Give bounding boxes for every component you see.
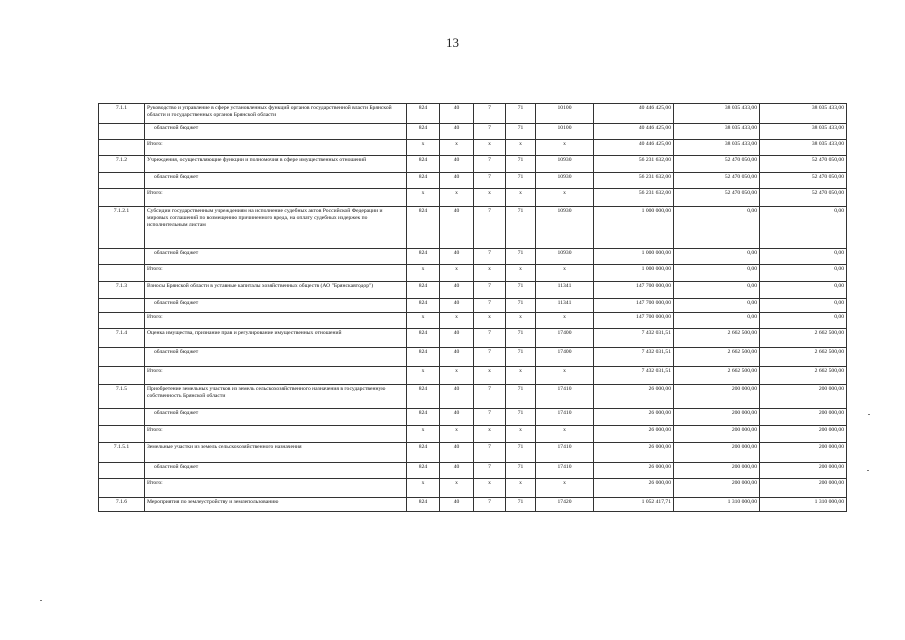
amount-year2-cell: 200 000,00 (674, 463, 760, 479)
subprogram-code-cell: x (474, 189, 506, 207)
subprogram-code-cell: x (474, 479, 506, 498)
amount-year1-cell: 7 432 031,51 (594, 329, 674, 348)
subprogram-code-cell: 7 (474, 104, 506, 124)
subprogram-code-cell: 7 (474, 207, 506, 249)
direction-code-cell: 17400 (536, 329, 594, 348)
subprogram-code-cell: 7 (474, 443, 506, 463)
budget-table (98, 103, 847, 512)
amount-year1-cell: 26 000,00 (594, 409, 674, 426)
direction-code-cell: 10930 (536, 156, 594, 173)
row-code-cell (99, 299, 145, 313)
main-activity-cell: 71 (506, 207, 536, 249)
direction-code-cell: 11341 (536, 282, 594, 299)
subprogram-code-cell: x (474, 140, 506, 156)
program-code-cell: 40 (440, 282, 474, 299)
row-name-cell: областной бюджет (145, 124, 407, 140)
admin-code-cell: x (407, 140, 440, 156)
main-activity-cell: 71 (506, 156, 536, 173)
program-code-cell: 40 (440, 299, 474, 313)
amount-year3-cell: 200 000,00 (760, 443, 847, 463)
row-code-cell (99, 140, 145, 156)
program-code-cell: 40 (440, 498, 474, 512)
table-row (99, 140, 847, 156)
amount-year2-cell: 0,00 (674, 313, 760, 329)
row-name-cell: Приобретение земельных участков из земель сельскохозяйственного назначения в государственную собственность Брянской области (145, 385, 407, 409)
direction-code-cell: x (536, 479, 594, 498)
amount-year3-cell: 1 310 000,00 (760, 498, 847, 512)
program-code-cell: 40 (440, 385, 474, 409)
row-name-cell: областной бюджет (145, 173, 407, 189)
row-name-cell: областной бюджет (145, 463, 407, 479)
main-activity-cell: x (506, 313, 536, 329)
row-code-cell (99, 173, 145, 189)
row-name-cell: Учреждения, осуществляющие функции и полномочия в сфере имущественных отношений (145, 156, 407, 173)
amount-year2-cell: 1 310 000,00 (674, 498, 760, 512)
amount-year1-cell: 56 231 632,00 (594, 189, 674, 207)
admin-code-cell: x (407, 313, 440, 329)
amount-year1-cell: 26 000,00 (594, 426, 674, 443)
row-code-cell (99, 348, 145, 367)
amount-year1-cell: 7 432 031,51 (594, 348, 674, 367)
row-code-cell (99, 265, 145, 282)
amount-year1-cell: 1 000 000,00 (594, 207, 674, 249)
main-activity-cell: x (506, 479, 536, 498)
amount-year3-cell: 2 662 500,00 (760, 367, 847, 385)
row-code-cell: 7.1.2.1 (99, 207, 145, 249)
row-name-cell: Итого: (145, 426, 407, 443)
amount-year3-cell: 0,00 (760, 282, 847, 299)
scan-speck (868, 414, 870, 415)
amount-year2-cell: 200 000,00 (674, 443, 760, 463)
admin-code-cell: 824 (407, 282, 440, 299)
subprogram-code-cell: 7 (474, 348, 506, 367)
amount-year2-cell: 38 035 433,00 (674, 104, 760, 124)
direction-code-cell: 10100 (536, 104, 594, 124)
amount-year1-cell: 147 700 000,00 (594, 299, 674, 313)
direction-code-cell: 10100 (536, 124, 594, 140)
amount-year1-cell: 1 000 000,00 (594, 265, 674, 282)
direction-code-cell: 17410 (536, 463, 594, 479)
program-code-cell: x (440, 426, 474, 443)
page-number: 13 (446, 35, 459, 50)
admin-code-cell: 824 (407, 348, 440, 367)
amount-year3-cell: 200 000,00 (760, 463, 847, 479)
direction-code-cell: x (536, 313, 594, 329)
row-name-cell: областной бюджет (145, 409, 407, 426)
admin-code-cell: x (407, 265, 440, 282)
table-row (99, 207, 847, 249)
amount-year3-cell: 0,00 (760, 313, 847, 329)
admin-code-cell: 824 (407, 156, 440, 173)
table-row (99, 498, 847, 512)
program-code-cell: x (440, 140, 474, 156)
admin-code-cell: 824 (407, 443, 440, 463)
amount-year1-cell: 26 000,00 (594, 443, 674, 463)
program-code-cell: 40 (440, 463, 474, 479)
main-activity-cell: x (506, 265, 536, 282)
main-activity-cell: 71 (506, 299, 536, 313)
table-row (99, 348, 847, 367)
table-row (99, 329, 847, 348)
amount-year3-cell: 38 035 433,00 (760, 124, 847, 140)
amount-year3-cell: 52 470 050,00 (760, 189, 847, 207)
admin-code-cell: x (407, 426, 440, 443)
row-code-cell (99, 313, 145, 329)
amount-year1-cell: 40 446 425,00 (594, 140, 674, 156)
program-code-cell: x (440, 265, 474, 282)
amount-year2-cell: 200 000,00 (674, 479, 760, 498)
row-code-cell (99, 463, 145, 479)
direction-code-cell: 10930 (536, 173, 594, 189)
row-code-cell (99, 249, 145, 265)
row-code-cell: 7.1.6 (99, 498, 145, 512)
amount-year1-cell: 147 700 000,00 (594, 282, 674, 299)
table-row (99, 156, 847, 173)
amount-year2-cell: 2 662 500,00 (674, 348, 760, 367)
table-row (99, 282, 847, 299)
table-row (99, 409, 847, 426)
subprogram-code-cell: 7 (474, 249, 506, 265)
amount-year1-cell: 56 231 632,00 (594, 173, 674, 189)
subprogram-code-cell: x (474, 313, 506, 329)
table-row (99, 367, 847, 385)
main-activity-cell: 71 (506, 249, 536, 265)
table-row (99, 124, 847, 140)
row-name-cell: Взносы Брянской области в уставные капиталы хозяйственных обществ (АО "Брянскавтодор") (145, 282, 407, 299)
amount-year1-cell: 1 052 417,71 (594, 498, 674, 512)
row-code-cell (99, 409, 145, 426)
main-activity-cell: 71 (506, 104, 536, 124)
row-code-cell: 7.1.2 (99, 156, 145, 173)
amount-year1-cell: 7 432 031,51 (594, 367, 674, 385)
amount-year2-cell: 2 662 500,00 (674, 329, 760, 348)
subprogram-code-cell: 7 (474, 299, 506, 313)
amount-year1-cell: 40 446 425,00 (594, 124, 674, 140)
amount-year3-cell: 200 000,00 (760, 409, 847, 426)
row-code-cell (99, 426, 145, 443)
amount-year3-cell: 200 000,00 (760, 426, 847, 443)
subprogram-code-cell: 7 (474, 329, 506, 348)
row-name-cell: Руководство и управление в сфере установленных функций органов государственной власти Брянской области и государственных органов Брянской области (145, 104, 407, 124)
amount-year2-cell: 200 000,00 (674, 426, 760, 443)
row-name-cell: Итого: (145, 479, 407, 498)
subprogram-code-cell: 7 (474, 409, 506, 426)
direction-code-cell: 11341 (536, 299, 594, 313)
table-row (99, 173, 847, 189)
subprogram-code-cell: 7 (474, 282, 506, 299)
main-activity-cell: 71 (506, 443, 536, 463)
row-name-cell: Субсидии государственным учреждениям на исполнение судебных актов Российской Федерации и мировых соглашений по возмещению причиненного вреда, на оплату судебных издержек по исполнительным листам (145, 207, 407, 249)
table-row (99, 249, 847, 265)
subprogram-code-cell: x (474, 367, 506, 385)
amount-year3-cell: 200 000,00 (760, 479, 847, 498)
amount-year3-cell: 2 662 500,00 (760, 329, 847, 348)
main-activity-cell: 71 (506, 348, 536, 367)
row-name-cell: Мероприятия по землеустройству и землепользованию (145, 498, 407, 512)
row-code-cell (99, 189, 145, 207)
amount-year3-cell: 38 035 433,00 (760, 104, 847, 124)
admin-code-cell: 824 (407, 299, 440, 313)
program-code-cell: 40 (440, 409, 474, 426)
direction-code-cell: 17410 (536, 409, 594, 426)
amount-year1-cell: 40 446 425,00 (594, 104, 674, 124)
program-code-cell: 40 (440, 124, 474, 140)
main-activity-cell: x (506, 189, 536, 207)
subprogram-code-cell: 7 (474, 385, 506, 409)
row-name-cell: Итого: (145, 367, 407, 385)
main-activity-cell: x (506, 426, 536, 443)
amount-year2-cell: 2 662 500,00 (674, 367, 760, 385)
admin-code-cell: x (407, 479, 440, 498)
admin-code-cell: 824 (407, 409, 440, 426)
amount-year1-cell: 26 000,00 (594, 385, 674, 409)
main-activity-cell: 71 (506, 385, 536, 409)
direction-code-cell: x (536, 367, 594, 385)
admin-code-cell: 824 (407, 463, 440, 479)
amount-year2-cell: 52 470 050,00 (674, 173, 760, 189)
amount-year3-cell: 200 000,00 (760, 385, 847, 409)
program-code-cell: x (440, 367, 474, 385)
table-row (99, 479, 847, 498)
amount-year2-cell: 0,00 (674, 282, 760, 299)
admin-code-cell: 824 (407, 173, 440, 189)
amount-year1-cell: 56 231 632,00 (594, 156, 674, 173)
program-code-cell: 40 (440, 173, 474, 189)
direction-code-cell: x (536, 426, 594, 443)
amount-year3-cell: 38 035 433,00 (760, 140, 847, 156)
program-code-cell: x (440, 479, 474, 498)
direction-code-cell: 17410 (536, 385, 594, 409)
amount-year2-cell: 52 470 050,00 (674, 189, 760, 207)
admin-code-cell: 824 (407, 249, 440, 265)
row-code-cell (99, 124, 145, 140)
direction-code-cell: 10930 (536, 207, 594, 249)
main-activity-cell: 71 (506, 498, 536, 512)
table-row (99, 443, 847, 463)
admin-code-cell: x (407, 367, 440, 385)
row-code-cell: 7.1.5.1 (99, 443, 145, 463)
main-activity-cell: 71 (506, 329, 536, 348)
direction-code-cell: 10930 (536, 249, 594, 265)
row-name-cell: областной бюджет (145, 299, 407, 313)
row-name-cell: Итого: (145, 140, 407, 156)
main-activity-cell: 71 (506, 409, 536, 426)
program-code-cell: 40 (440, 249, 474, 265)
scan-speck (40, 600, 42, 601)
table-row (99, 313, 847, 329)
amount-year2-cell: 52 470 050,00 (674, 156, 760, 173)
table-row (99, 189, 847, 207)
main-activity-cell: x (506, 140, 536, 156)
main-activity-cell: x (506, 367, 536, 385)
amount-year1-cell: 1 000 000,00 (594, 249, 674, 265)
program-code-cell: 40 (440, 104, 474, 124)
subprogram-code-cell: x (474, 426, 506, 443)
program-code-cell: 40 (440, 156, 474, 173)
row-code-cell: 7.1.4 (99, 329, 145, 348)
admin-code-cell: 824 (407, 124, 440, 140)
subprogram-code-cell: 7 (474, 463, 506, 479)
subprogram-code-cell: 7 (474, 173, 506, 189)
row-name-cell: Итого: (145, 313, 407, 329)
main-activity-cell: 71 (506, 282, 536, 299)
table-row (99, 104, 847, 124)
row-code-cell (99, 367, 145, 385)
main-activity-cell: 71 (506, 463, 536, 479)
program-code-cell: 40 (440, 443, 474, 463)
amount-year3-cell: 0,00 (760, 299, 847, 313)
program-code-cell: 40 (440, 207, 474, 249)
table-row (99, 463, 847, 479)
amount-year2-cell: 0,00 (674, 299, 760, 313)
program-code-cell: x (440, 313, 474, 329)
row-name-cell: областной бюджет (145, 348, 407, 367)
row-code-cell: 7.1.5 (99, 385, 145, 409)
row-name-cell: областной бюджет (145, 249, 407, 265)
program-code-cell: x (440, 189, 474, 207)
table-row (99, 299, 847, 313)
table-row (99, 426, 847, 443)
subprogram-code-cell: 7 (474, 498, 506, 512)
direction-code-cell: 17400 (536, 348, 594, 367)
table-row (99, 385, 847, 409)
row-name-cell: Итого: (145, 265, 407, 282)
row-code-cell (99, 479, 145, 498)
amount-year2-cell: 0,00 (674, 265, 760, 282)
row-name-cell: Оценка имущества, признание прав и регулирование имущественных отношений (145, 329, 407, 348)
table-row (99, 265, 847, 282)
direction-code-cell: x (536, 189, 594, 207)
amount-year2-cell: 200 000,00 (674, 385, 760, 409)
subprogram-code-cell: x (474, 265, 506, 282)
amount-year3-cell: 0,00 (760, 207, 847, 249)
scan-speck (867, 470, 869, 471)
subprogram-code-cell: 7 (474, 124, 506, 140)
amount-year2-cell: 0,00 (674, 207, 760, 249)
row-name-cell: Итого: (145, 189, 407, 207)
program-code-cell: 40 (440, 348, 474, 367)
row-code-cell: 7.1.1 (99, 104, 145, 124)
direction-code-cell: 17420 (536, 498, 594, 512)
row-code-cell: 7.1.3 (99, 282, 145, 299)
amount-year1-cell: 26 000,00 (594, 479, 674, 498)
amount-year2-cell: 38 035 433,00 (674, 140, 760, 156)
amount-year1-cell: 26 000,00 (594, 463, 674, 479)
program-code-cell: 40 (440, 329, 474, 348)
amount-year2-cell: 0,00 (674, 249, 760, 265)
amount-year2-cell: 200 000,00 (674, 409, 760, 426)
admin-code-cell: 824 (407, 207, 440, 249)
direction-code-cell: x (536, 140, 594, 156)
admin-code-cell: 824 (407, 385, 440, 409)
admin-code-cell: 824 (407, 329, 440, 348)
subprogram-code-cell: 7 (474, 156, 506, 173)
admin-code-cell: 824 (407, 498, 440, 512)
amount-year3-cell: 0,00 (760, 249, 847, 265)
main-activity-cell: 71 (506, 124, 536, 140)
main-activity-cell: 71 (506, 173, 536, 189)
amount-year1-cell: 147 700 000,00 (594, 313, 674, 329)
amount-year3-cell: 52 470 050,00 (760, 156, 847, 173)
direction-code-cell: 17410 (536, 443, 594, 463)
admin-code-cell: x (407, 189, 440, 207)
admin-code-cell: 824 (407, 104, 440, 124)
amount-year3-cell: 0,00 (760, 265, 847, 282)
amount-year3-cell: 52 470 050,00 (760, 173, 847, 189)
amount-year3-cell: 2 662 500,00 (760, 348, 847, 367)
direction-code-cell: x (536, 265, 594, 282)
row-name-cell: Земельные участки из земель сельскохозяйственного назначения (145, 443, 407, 463)
amount-year2-cell: 38 035 433,00 (674, 124, 760, 140)
